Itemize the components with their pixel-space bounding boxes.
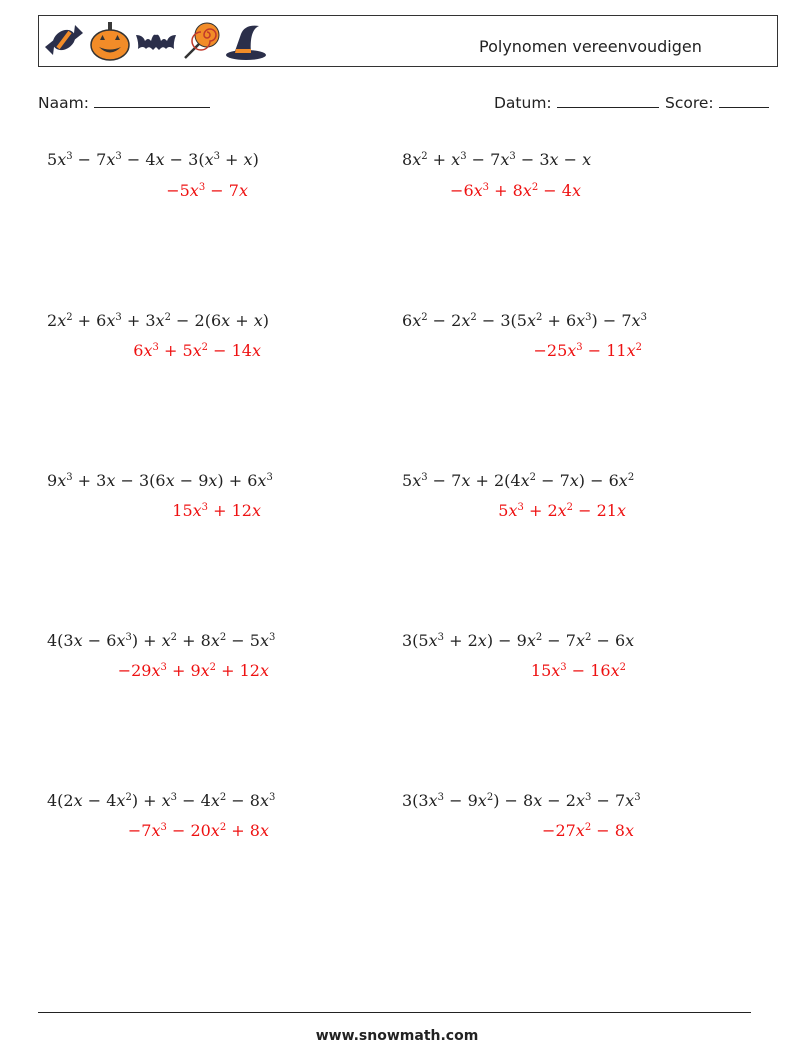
halloween-icons (43, 20, 267, 62)
problem-8: $3(5x^3 + 2x) - 9x^2 - 7x^2 - 6x$ (402, 631, 635, 650)
problem-5: $9x^3 + 3x - 3(6x - 9x) + 6x^3$ (47, 471, 273, 490)
problem-10: $3(3x^3 - 9x^2) - 8x - 2x^3 - 7x^3$ (402, 791, 641, 810)
candy-icon (43, 21, 85, 61)
answer-4: $-25x^3 - 11x^2$ (533, 341, 642, 360)
problem-9: $4(2x - 4x^2) + x^3 - 4x^2 - 8x^3$ (47, 791, 276, 810)
footer-url[interactable]: www.snowmath.com (315, 1028, 479, 1044)
answer-8: $15x^3 - 16x^2$ (530, 661, 626, 680)
problem-6: $5x^3 - 7x + 2(4x^2 - 7x) - 6x^2$ (402, 471, 635, 490)
answer-2: $-6x^3 + 8x^2 - 4x$ (450, 181, 581, 200)
problem-4: $6x^2 - 2x^2 - 3(5x^2 + 6x^3) - 7x^3$ (402, 311, 647, 330)
answer-1: $-5x^3 - 7x$ (166, 181, 248, 200)
footer-rule (38, 1012, 751, 1013)
bat-icon (135, 21, 177, 61)
answer-6: $5x^3 + 2x^2 - 21x$ (498, 501, 626, 520)
pumpkin-icon (89, 20, 131, 62)
answer-7: $-29x^3 + 9x^2 + 12x$ (117, 661, 269, 680)
lollipop-icon (181, 20, 221, 62)
problem-1: $5x^3 - 7x^3 - 4x - 3(x^3 + x)$ (47, 150, 259, 169)
score-label: Score: (665, 94, 714, 112)
name-label: Naam: (38, 94, 89, 112)
problem-3: $2x^2 + 6x^3 + 3x^2 - 2(6x + x)$ (47, 311, 270, 330)
answer-3: $6x^3 + 5x^2 - 14x$ (133, 341, 261, 360)
worksheet-title: Polynomen vereenvoudigen (479, 37, 702, 56)
name-field[interactable] (38, 93, 210, 112)
score-line[interactable] (719, 93, 769, 108)
problem-2: $8x^2 + x^3 - 7x^3 - 3x - x$ (402, 150, 592, 169)
header-box (38, 15, 778, 67)
answer-9: $-7x^3 - 20x^2 + 8x$ (127, 821, 269, 840)
date-label: Datum: (494, 94, 552, 112)
answer-5: $15x^3 + 12x$ (172, 501, 261, 520)
witch-hat-icon (225, 20, 267, 62)
name-line[interactable] (94, 93, 210, 108)
problem-7: $4(3x - 6x^3) + x^2 + 8x^2 - 5x^3$ (47, 631, 276, 650)
date-line[interactable] (557, 93, 659, 108)
score-field[interactable] (665, 93, 769, 112)
answer-10: $-27x^2 - 8x$ (542, 821, 634, 840)
date-field[interactable] (494, 93, 659, 112)
